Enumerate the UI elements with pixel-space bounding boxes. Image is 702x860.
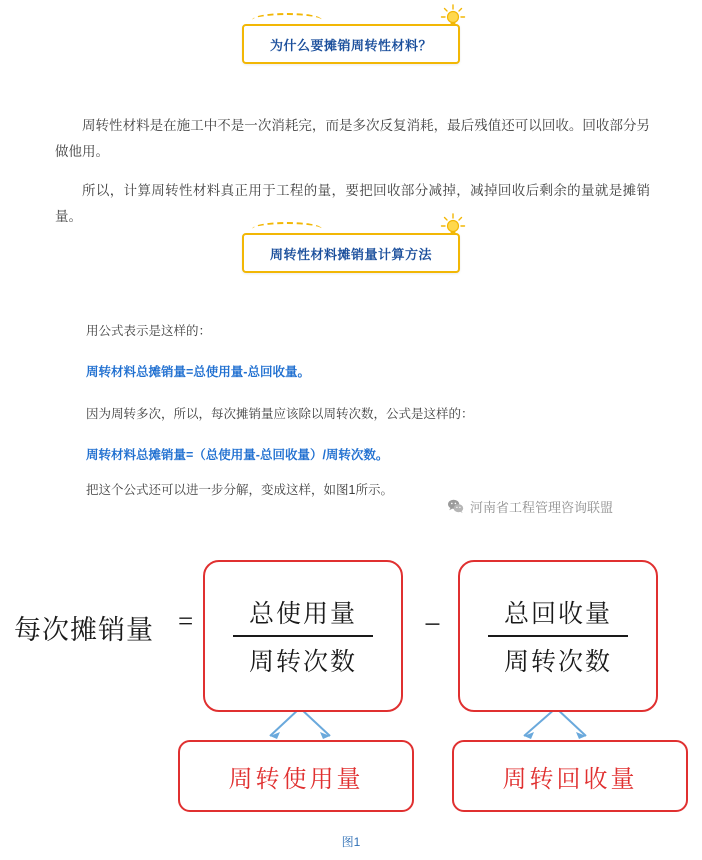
- figure-result-box-1: [178, 740, 414, 812]
- figure-result-label-2: 周转回收量: [502, 766, 638, 793]
- figure-fraction-box-1: [203, 560, 403, 712]
- lightbulb-icon: [440, 213, 466, 239]
- fraction-2-denominator: 周转次数: [503, 649, 612, 676]
- banner-string-decoration: [252, 13, 322, 27]
- figure-fraction-box-2: [458, 560, 658, 712]
- wechat-account-name: 河南省工程管理咨询联盟: [470, 500, 614, 515]
- banner-box-1: [242, 24, 460, 64]
- formula-intro-text: 用公式表示是这样的：: [86, 324, 212, 338]
- wechat-account[interactable]: [447, 497, 613, 516]
- formula-line-1: 周转材料总摊销量=总使用量-总回收量。: [86, 365, 310, 379]
- paragraph-1: 周转性材料是在施工中不是一次消耗完，而是多次反复消耗，最后残值还可以回收。回收部分另做他用。: [55, 118, 650, 159]
- section-heading-2: [0, 233, 702, 273]
- figure-result-label-1: 周转使用量: [228, 766, 364, 793]
- lightbulb-icon: [440, 4, 466, 30]
- fraction-2-numerator: 总回收量: [503, 601, 612, 628]
- figure-caption: 图1: [341, 835, 361, 849]
- fraction-1-denominator: 周转次数: [248, 649, 357, 676]
- figure-minus-sign: −: [424, 608, 441, 641]
- fraction-1-bar: [233, 635, 373, 637]
- formula-outro-text: 把这个公式还可以进一步分解，变成这样，如图1所示。: [86, 483, 393, 497]
- figure-result-box-2: [452, 740, 688, 812]
- figure-left-label: 每次摊销量: [14, 615, 154, 645]
- formula-note-text: 因为周转多次，所以，每次摊销量应该除以周转次数，公式是这样的：: [86, 407, 474, 421]
- figure-equals-sign: =: [178, 606, 194, 636]
- wechat-icon: [447, 498, 464, 515]
- banner-string-decoration: [252, 222, 322, 236]
- fraction-2-bar: [488, 635, 628, 637]
- paragraph-2: 所以，计算周转性材料真正用于工程的量，要把回收部分减掉，减掉回收后剩余的量就是摊销量。: [55, 183, 650, 224]
- formula-line-2: 周转材料总摊销量=（总使用量-总回收量）/周转次数。: [86, 448, 389, 462]
- fraction-1-numerator: 总使用量: [248, 601, 357, 628]
- banner-text-2: 周转性材料摊销量计算方法: [269, 247, 432, 262]
- banner-text-1: 为什么要摊销周转性材料？: [269, 38, 432, 53]
- section-heading-1: [0, 24, 702, 64]
- banner-box-2: [242, 233, 460, 273]
